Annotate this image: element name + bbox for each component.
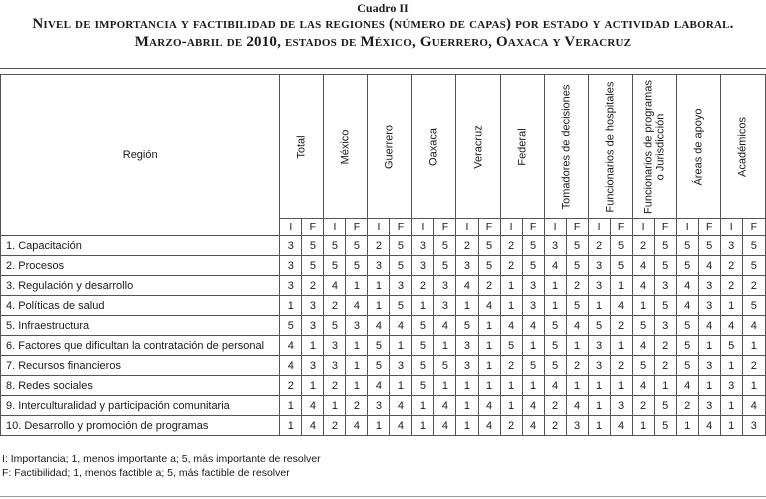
importance-value-cell: 1 bbox=[632, 296, 654, 316]
feasibility-value-cell: 5 bbox=[434, 356, 456, 376]
importance-value-cell: 2 bbox=[632, 396, 654, 416]
importance-value-cell: 4 bbox=[324, 276, 346, 296]
column-header-guerrero: Guerrero bbox=[368, 75, 412, 219]
importance-value-cell: 1 bbox=[720, 296, 742, 316]
importance-value-cell: 4 bbox=[368, 316, 390, 336]
importance-value-cell: 4 bbox=[632, 256, 654, 276]
subheader-importance: I bbox=[632, 219, 654, 236]
feasibility-value-cell: 3 bbox=[390, 276, 412, 296]
importance-value-cell: 5 bbox=[412, 316, 434, 336]
feasibility-value-cell: 1 bbox=[302, 336, 324, 356]
feasibility-value-cell: 5 bbox=[434, 256, 456, 276]
region-name-cell: 9. Interculturalidad y participación comunitaria bbox=[1, 396, 280, 416]
table-row bbox=[1, 256, 766, 276]
feasibility-value-cell: 3 bbox=[698, 356, 720, 376]
feasibility-value-cell: 5 bbox=[654, 416, 676, 436]
feasibility-value-cell: 2 bbox=[742, 276, 765, 296]
importance-value-cell: 5 bbox=[544, 316, 566, 336]
column-header-veracruz: Veracruz bbox=[456, 75, 500, 219]
region-name-cell: 10. Desarrollo y promoción de programas bbox=[1, 416, 280, 436]
importance-value-cell: 1 bbox=[412, 296, 434, 316]
feasibility-value-cell: 5 bbox=[698, 236, 720, 256]
importance-value-cell: 5 bbox=[632, 356, 654, 376]
importance-value-cell: 1 bbox=[588, 396, 610, 416]
importance-value-cell: 3 bbox=[720, 376, 742, 396]
subheader-importance: I bbox=[676, 219, 698, 236]
importance-value-cell: 5 bbox=[676, 356, 698, 376]
feasibility-value-cell: 5 bbox=[610, 236, 632, 256]
feasibility-value-cell: 2 bbox=[302, 276, 324, 296]
feasibility-value-cell: 4 bbox=[478, 296, 500, 316]
feasibility-value-cell: 5 bbox=[346, 236, 368, 256]
importance-value-cell: 2 bbox=[720, 276, 742, 296]
feasibility-value-cell: 4 bbox=[698, 316, 720, 336]
importance-value-cell: 1 bbox=[632, 416, 654, 436]
feasibility-value-cell: 1 bbox=[610, 276, 632, 296]
feasibility-value-cell: 2 bbox=[654, 356, 676, 376]
feasibility-value-cell: 1 bbox=[566, 376, 588, 396]
feasibility-value-cell: 1 bbox=[390, 336, 412, 356]
importance-value-cell: 2 bbox=[544, 396, 566, 416]
importance-value-cell: 5 bbox=[456, 316, 478, 336]
feasibility-value-cell: 4 bbox=[346, 296, 368, 316]
importance-value-cell: 5 bbox=[676, 316, 698, 336]
column-header-areas-apoyo: Áreas de apoyo bbox=[676, 75, 720, 219]
importance-value-cell: 2 bbox=[324, 376, 346, 396]
column-header-total: Total bbox=[280, 75, 324, 219]
importance-value-cell: 1 bbox=[544, 296, 566, 316]
importance-value-cell: 2 bbox=[632, 236, 654, 256]
feasibility-value-cell: 1 bbox=[478, 356, 500, 376]
feasibility-value-cell: 5 bbox=[522, 236, 544, 256]
feasibility-value-cell: 3 bbox=[302, 316, 324, 336]
importance-value-cell: 3 bbox=[720, 236, 742, 256]
importance-value-cell: 1 bbox=[720, 416, 742, 436]
importance-value-cell: 3 bbox=[456, 256, 478, 276]
feasibility-value-cell: 1 bbox=[610, 376, 632, 396]
importance-value-cell: 1 bbox=[676, 416, 698, 436]
feasibility-value-cell: 5 bbox=[478, 256, 500, 276]
column-header-funcionarios-programas: Funcionarios de programas o Jurisdicción bbox=[632, 75, 676, 219]
importance-value-cell: 4 bbox=[676, 296, 698, 316]
importance-value-cell: 5 bbox=[676, 236, 698, 256]
subheader-feasibility: F bbox=[434, 219, 456, 236]
table-row bbox=[1, 236, 766, 256]
importance-value-cell: 1 bbox=[500, 376, 522, 396]
importance-value-cell: 2 bbox=[412, 276, 434, 296]
feasibility-value-cell: 3 bbox=[698, 296, 720, 316]
feasibility-value-cell: 1 bbox=[346, 336, 368, 356]
importance-value-cell: 2 bbox=[368, 236, 390, 256]
feasibility-value-cell: 1 bbox=[742, 336, 765, 356]
importance-value-cell: 1 bbox=[456, 376, 478, 396]
feasibility-value-cell: 2 bbox=[610, 356, 632, 376]
importance-value-cell: 1 bbox=[456, 296, 478, 316]
footnote-feasibility: F: Factibilidad; 1, menos factible a; 5, más factible de resolver bbox=[2, 467, 290, 479]
importance-value-cell: 4 bbox=[368, 376, 390, 396]
column-header-funcionarios-hospitales: Funcionarios de hospitales bbox=[588, 75, 632, 219]
feasibility-value-cell: 3 bbox=[434, 296, 456, 316]
subheader-importance: I bbox=[456, 219, 478, 236]
importance-value-cell: 1 bbox=[456, 416, 478, 436]
feasibility-value-cell: 4 bbox=[478, 396, 500, 416]
column-header-tomadores: Tomadores de decisiones bbox=[544, 75, 588, 219]
table-row bbox=[1, 416, 766, 436]
importance-value-cell: 1 bbox=[588, 296, 610, 316]
feasibility-value-cell: 1 bbox=[654, 376, 676, 396]
feasibility-value-cell: 1 bbox=[478, 316, 500, 336]
table-title-block bbox=[0, 0, 766, 51]
importance-value-cell: 5 bbox=[324, 316, 346, 336]
table-row bbox=[1, 296, 766, 316]
feasibility-value-cell: 2 bbox=[346, 396, 368, 416]
feasibility-value-cell: 5 bbox=[390, 256, 412, 276]
region-name-cell: 3. Regulación y desarrollo bbox=[1, 276, 280, 296]
importance-value-cell: 2 bbox=[720, 256, 742, 276]
feasibility-value-cell: 1 bbox=[346, 356, 368, 376]
feasibility-value-cell: 5 bbox=[302, 236, 324, 256]
feasibility-value-cell: 4 bbox=[698, 256, 720, 276]
subheader-feasibility: F bbox=[302, 219, 324, 236]
feasibility-value-cell: 3 bbox=[434, 276, 456, 296]
importance-value-cell: 2 bbox=[500, 256, 522, 276]
feasibility-value-cell: 4 bbox=[434, 316, 456, 336]
feasibility-value-cell: 1 bbox=[566, 336, 588, 356]
importance-value-cell: 4 bbox=[456, 276, 478, 296]
importance-value-cell: 3 bbox=[324, 356, 346, 376]
importance-value-cell: 3 bbox=[368, 256, 390, 276]
table-title-line-2: Marzo-abril de 2010, estados de México, Guerrero, Oaxaca y Veracruz bbox=[134, 34, 632, 50]
feasibility-value-cell: 1 bbox=[698, 376, 720, 396]
importance-value-cell: 4 bbox=[632, 376, 654, 396]
subheader-importance: I bbox=[368, 219, 390, 236]
feasibility-value-cell: 1 bbox=[302, 376, 324, 396]
subheader-importance: I bbox=[720, 219, 742, 236]
importance-value-cell: 4 bbox=[280, 356, 302, 376]
feasibility-value-cell: 4 bbox=[302, 416, 324, 436]
feasibility-value-cell: 4 bbox=[742, 316, 765, 336]
table-row bbox=[1, 376, 766, 396]
table-row bbox=[1, 396, 766, 416]
feasibility-value-cell: 5 bbox=[654, 236, 676, 256]
importance-value-cell: 5 bbox=[368, 356, 390, 376]
feasibility-value-cell: 5 bbox=[654, 256, 676, 276]
importance-value-cell: 5 bbox=[412, 356, 434, 376]
importance-value-cell: 5 bbox=[676, 336, 698, 356]
importance-value-cell: 1 bbox=[500, 396, 522, 416]
feasibility-value-cell: 1 bbox=[346, 276, 368, 296]
table-row bbox=[1, 336, 766, 356]
importance-value-cell: 1 bbox=[324, 396, 346, 416]
importance-value-cell: 3 bbox=[280, 236, 302, 256]
importance-value-cell: 2 bbox=[324, 416, 346, 436]
importance-value-cell: 3 bbox=[412, 256, 434, 276]
importance-value-cell: 3 bbox=[280, 276, 302, 296]
subheader-feasibility: F bbox=[566, 219, 588, 236]
importance-value-cell: 1 bbox=[500, 296, 522, 316]
importance-value-cell: 3 bbox=[588, 276, 610, 296]
feasibility-value-cell: 3 bbox=[654, 316, 676, 336]
importance-value-cell: 1 bbox=[720, 356, 742, 376]
column-header-academicos: Académicos bbox=[720, 75, 765, 219]
feasibility-value-cell: 1 bbox=[478, 336, 500, 356]
feasibility-value-cell: 5 bbox=[522, 356, 544, 376]
feasibility-value-cell: 5 bbox=[742, 236, 765, 256]
feasibility-value-cell: 1 bbox=[742, 376, 765, 396]
subheader-importance: I bbox=[324, 219, 346, 236]
importance-value-cell: 4 bbox=[720, 316, 742, 336]
feasibility-value-cell: 2 bbox=[478, 276, 500, 296]
importance-value-cell: 5 bbox=[368, 336, 390, 356]
importance-value-cell: 2 bbox=[500, 236, 522, 256]
importance-value-cell: 4 bbox=[280, 336, 302, 356]
importance-value-cell: 2 bbox=[544, 416, 566, 436]
feasibility-value-cell: 4 bbox=[302, 396, 324, 416]
importance-value-cell: 4 bbox=[676, 376, 698, 396]
feasibility-value-cell: 5 bbox=[346, 256, 368, 276]
bottom-divider bbox=[0, 496, 766, 497]
feasibility-value-cell: 2 bbox=[654, 336, 676, 356]
subheader-feasibility: F bbox=[698, 219, 720, 236]
importance-value-cell: 5 bbox=[324, 256, 346, 276]
importance-value-cell: 3 bbox=[368, 396, 390, 416]
importance-value-cell: 2 bbox=[588, 236, 610, 256]
importance-value-cell: 2 bbox=[676, 396, 698, 416]
column-header-oaxaca: Oaxaca bbox=[412, 75, 456, 219]
feasibility-value-cell: 4 bbox=[390, 396, 412, 416]
feasibility-value-cell: 3 bbox=[610, 396, 632, 416]
feasibility-value-cell: 2 bbox=[742, 356, 765, 376]
table-title-line-1: Nivel de importancia y factibilidad de las regiones (número de capas) por estado y actividad laboral. bbox=[32, 16, 734, 32]
importance-value-cell: 2 bbox=[500, 356, 522, 376]
subheader-importance: I bbox=[500, 219, 522, 236]
feasibility-value-cell: 4 bbox=[434, 416, 456, 436]
importance-value-cell: 5 bbox=[500, 336, 522, 356]
importance-value-cell: 2 bbox=[324, 296, 346, 316]
importance-value-cell: 3 bbox=[588, 336, 610, 356]
importance-value-cell: 1 bbox=[368, 296, 390, 316]
region-name-cell: 7. Recursos financieros bbox=[1, 356, 280, 376]
feasibility-value-cell: 4 bbox=[522, 316, 544, 336]
importance-value-cell: 1 bbox=[588, 376, 610, 396]
feasibility-value-cell: 4 bbox=[742, 396, 765, 416]
importance-value-cell: 3 bbox=[544, 236, 566, 256]
region-name-cell: 5. Infraestructura bbox=[1, 316, 280, 336]
feasibility-value-cell: 4 bbox=[390, 416, 412, 436]
region-name-cell: 6. Factores que dificultan la contratación de personal bbox=[1, 336, 280, 356]
importance-value-cell: 4 bbox=[632, 336, 654, 356]
footnote-importance: I: Importancia; 1, menos importante a; 5, más importante de resolver bbox=[2, 453, 321, 465]
feasibility-value-cell: 5 bbox=[566, 256, 588, 276]
feasibility-value-cell: 3 bbox=[566, 416, 588, 436]
feasibility-value-cell: 3 bbox=[346, 316, 368, 336]
feasibility-value-cell: 5 bbox=[610, 256, 632, 276]
feasibility-value-cell: 5 bbox=[522, 256, 544, 276]
header-row bbox=[1, 75, 766, 219]
region-name-cell: 4. Políticas de salud bbox=[1, 296, 280, 316]
importance-value-cell: 5 bbox=[588, 316, 610, 336]
feasibility-value-cell: 3 bbox=[302, 356, 324, 376]
feasibility-value-cell: 5 bbox=[654, 396, 676, 416]
feasibility-value-cell: 5 bbox=[390, 236, 412, 256]
importance-value-cell: 4 bbox=[544, 376, 566, 396]
feasibility-value-cell: 5 bbox=[478, 236, 500, 256]
importance-value-cell: 5 bbox=[676, 256, 698, 276]
importance-value-cell: 1 bbox=[412, 396, 434, 416]
feasibility-value-cell: 5 bbox=[566, 296, 588, 316]
subheader-importance: I bbox=[544, 219, 566, 236]
subheader-feasibility: F bbox=[346, 219, 368, 236]
feasibility-value-cell: 3 bbox=[698, 396, 720, 416]
importance-value-cell: 4 bbox=[500, 316, 522, 336]
importance-value-cell: 2 bbox=[456, 236, 478, 256]
importance-value-cell: 1 bbox=[368, 276, 390, 296]
feasibility-value-cell: 1 bbox=[434, 336, 456, 356]
importance-value-cell: 5 bbox=[280, 316, 302, 336]
feasibility-value-cell: 4 bbox=[566, 396, 588, 416]
importance-value-cell: 4 bbox=[632, 276, 654, 296]
subheader-importance: I bbox=[412, 219, 434, 236]
feasibility-value-cell: 3 bbox=[302, 296, 324, 316]
importance-value-cell: 3 bbox=[456, 336, 478, 356]
feasibility-value-cell: 1 bbox=[478, 376, 500, 396]
importance-value-cell: 5 bbox=[544, 356, 566, 376]
table-row bbox=[1, 276, 766, 296]
top-divider bbox=[0, 68, 766, 69]
subheader-feasibility: F bbox=[742, 219, 765, 236]
subheader-feasibility: F bbox=[478, 219, 500, 236]
feasibility-value-cell: 5 bbox=[566, 236, 588, 256]
region-name-cell: 1. Capacitación bbox=[1, 236, 280, 256]
importance-value-cell: 3 bbox=[456, 356, 478, 376]
feasibility-value-cell: 4 bbox=[434, 396, 456, 416]
feasibility-value-cell: 1 bbox=[610, 336, 632, 356]
importance-value-cell: 3 bbox=[588, 356, 610, 376]
feasibility-value-cell: 2 bbox=[566, 356, 588, 376]
column-header-mexico: México bbox=[324, 75, 368, 219]
importance-value-cell: 1 bbox=[280, 416, 302, 436]
subheader-importance: I bbox=[588, 219, 610, 236]
feasibility-value-cell: 4 bbox=[610, 416, 632, 436]
column-header-federal: Federal bbox=[500, 75, 544, 219]
feasibility-value-cell: 4 bbox=[346, 416, 368, 436]
importance-value-cell: 5 bbox=[412, 336, 434, 356]
importance-value-cell: 3 bbox=[280, 256, 302, 276]
importance-value-cell: 1 bbox=[280, 396, 302, 416]
subheader-feasibility: F bbox=[610, 219, 632, 236]
subheader-importance: I bbox=[280, 219, 302, 236]
subheader-feasibility: F bbox=[522, 219, 544, 236]
feasibility-value-cell: 3 bbox=[742, 416, 765, 436]
feasibility-value-cell: 3 bbox=[654, 276, 676, 296]
importance-value-cell: 1 bbox=[544, 276, 566, 296]
importance-value-cell: 1 bbox=[500, 276, 522, 296]
data-table bbox=[0, 74, 766, 436]
table-caption-label: Cuadro II bbox=[357, 1, 409, 15]
feasibility-value-cell: 4 bbox=[478, 416, 500, 436]
feasibility-value-cell: 5 bbox=[654, 296, 676, 316]
feasibility-value-cell: 4 bbox=[390, 316, 412, 336]
feasibility-value-cell: 5 bbox=[742, 256, 765, 276]
importance-value-cell: 2 bbox=[280, 376, 302, 396]
importance-value-cell: 1 bbox=[456, 396, 478, 416]
importance-value-cell: 5 bbox=[720, 336, 742, 356]
feasibility-value-cell: 4 bbox=[610, 296, 632, 316]
region-name-cell: 8. Redes sociales bbox=[1, 376, 280, 396]
region-column-header: Región bbox=[1, 75, 280, 236]
feasibility-value-cell: 2 bbox=[610, 316, 632, 336]
importance-value-cell: 1 bbox=[368, 416, 390, 436]
importance-value-cell: 5 bbox=[324, 236, 346, 256]
importance-value-cell: 4 bbox=[544, 256, 566, 276]
table-row bbox=[1, 316, 766, 336]
feasibility-value-cell: 4 bbox=[698, 416, 720, 436]
feasibility-value-cell: 1 bbox=[698, 336, 720, 356]
feasibility-value-cell: 1 bbox=[522, 336, 544, 356]
feasibility-value-cell: 5 bbox=[302, 256, 324, 276]
feasibility-value-cell: 5 bbox=[390, 296, 412, 316]
importance-value-cell: 1 bbox=[720, 396, 742, 416]
feasibility-value-cell: 1 bbox=[346, 376, 368, 396]
subheader-feasibility: F bbox=[390, 219, 412, 236]
feasibility-value-cell: 5 bbox=[742, 296, 765, 316]
region-name-cell: 2. Procesos bbox=[1, 256, 280, 276]
feasibility-value-cell: 4 bbox=[522, 416, 544, 436]
importance-value-cell: 3 bbox=[588, 256, 610, 276]
table-footnotes bbox=[2, 452, 321, 480]
importance-value-cell: 4 bbox=[676, 276, 698, 296]
importance-value-cell: 5 bbox=[632, 316, 654, 336]
feasibility-value-cell: 1 bbox=[522, 376, 544, 396]
feasibility-value-cell: 3 bbox=[522, 276, 544, 296]
importance-value-cell: 3 bbox=[324, 336, 346, 356]
feasibility-value-cell: 2 bbox=[566, 276, 588, 296]
feasibility-value-cell: 3 bbox=[390, 356, 412, 376]
feasibility-value-cell: 1 bbox=[434, 376, 456, 396]
feasibility-value-cell: 4 bbox=[522, 396, 544, 416]
importance-value-cell: 1 bbox=[412, 416, 434, 436]
importance-value-cell: 3 bbox=[412, 236, 434, 256]
importance-value-cell: 1 bbox=[588, 416, 610, 436]
importance-value-cell: 2 bbox=[500, 416, 522, 436]
feasibility-value-cell: 3 bbox=[698, 276, 720, 296]
importance-value-cell: 5 bbox=[412, 376, 434, 396]
table-row bbox=[1, 356, 766, 376]
feasibility-value-cell: 3 bbox=[522, 296, 544, 316]
feasibility-value-cell: 4 bbox=[566, 316, 588, 336]
subheader-feasibility: F bbox=[654, 219, 676, 236]
importance-value-cell: 5 bbox=[544, 336, 566, 356]
feasibility-value-cell: 5 bbox=[434, 236, 456, 256]
feasibility-value-cell: 1 bbox=[390, 376, 412, 396]
importance-value-cell: 1 bbox=[280, 296, 302, 316]
